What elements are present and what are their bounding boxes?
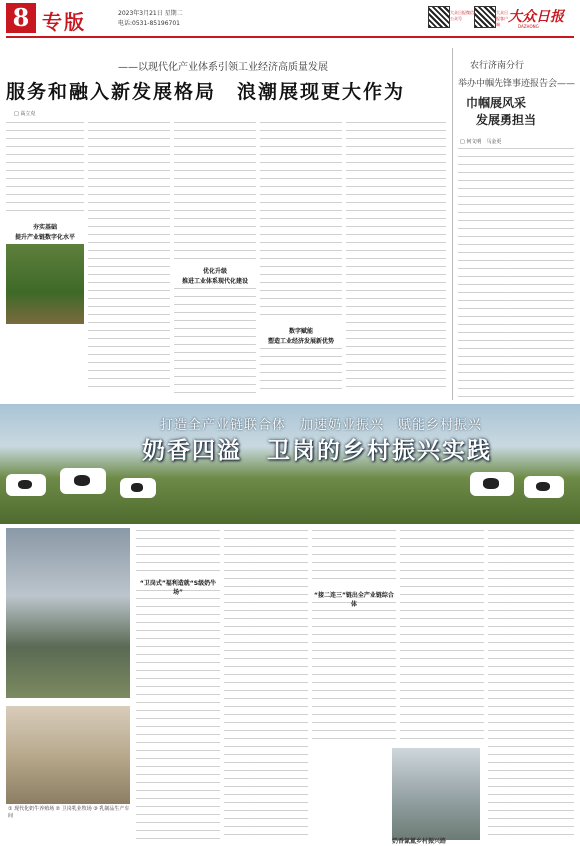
section-heading: 推进工业体系现代化建设 bbox=[181, 278, 248, 285]
newspaper-logo-en: DAZHONG bbox=[518, 24, 539, 29]
feature-photo bbox=[6, 706, 130, 804]
section-heading: “卫岗式”福利造就“S级奶牛场” bbox=[139, 580, 217, 596]
section-title: 专版 bbox=[42, 10, 86, 34]
article-text-column bbox=[346, 122, 446, 394]
cow-figure bbox=[470, 472, 514, 496]
section-heading: 夯实基础 bbox=[32, 224, 57, 231]
sidebar-title-line: 发展勇担当 bbox=[476, 113, 537, 127]
header-rule bbox=[6, 36, 574, 38]
qr-label: 大众日报微信公众号 bbox=[450, 10, 474, 21]
photo-caption: ① 现代化奶牛养殖场 ② 卫岗乳业牧场 ③ 乳制品生产车间 bbox=[8, 806, 130, 819]
article-text-column bbox=[260, 348, 342, 394]
feature-text-column bbox=[312, 602, 396, 742]
feature-text-column bbox=[136, 530, 220, 574]
article-byline: □ 高立克 bbox=[14, 111, 36, 117]
section-heading: 奶香氤氲乡村振兴路 bbox=[392, 838, 447, 845]
cow-figure bbox=[60, 468, 106, 494]
article-text-column bbox=[174, 122, 256, 262]
article-text-column bbox=[174, 288, 256, 394]
sidebar-kicker: 农行济南分行 bbox=[470, 61, 525, 71]
article-headline: 服务和融入新发展格局 浪潮展现更大作为 bbox=[6, 81, 406, 103]
sidebar-title-line: 举办中帼先锋事迹报告会—— bbox=[458, 79, 576, 89]
article-text-column bbox=[6, 122, 84, 218]
feature-text-column bbox=[312, 530, 396, 586]
feature-text-column bbox=[224, 530, 308, 840]
editor-line: 电话:0531-85196701 bbox=[118, 20, 180, 27]
feature-text-column bbox=[136, 590, 220, 840]
feature-text-column bbox=[488, 530, 574, 840]
section-heading: 提升产业链数字化水平 bbox=[14, 234, 75, 241]
section-heading: 数字赋能 bbox=[288, 328, 313, 335]
qr-code-icon bbox=[474, 6, 496, 28]
page-number: 8 bbox=[6, 3, 36, 33]
qr-label: 大众日报客户端 bbox=[496, 10, 508, 27]
column-divider bbox=[452, 48, 453, 400]
article-text-column bbox=[260, 122, 342, 322]
qr-code-icon bbox=[428, 6, 450, 28]
feature-photo bbox=[6, 528, 130, 698]
feature-text-column bbox=[400, 530, 484, 740]
cow-figure bbox=[6, 474, 46, 496]
feature-photo bbox=[392, 748, 480, 840]
article-text-column bbox=[88, 122, 170, 394]
newspaper-logo: 大众日报 bbox=[508, 9, 564, 25]
feature-headline: 奶香四溢 卫岗的乡村振兴实践 bbox=[142, 438, 492, 464]
cow-figure bbox=[524, 476, 564, 498]
cow-figure bbox=[120, 478, 156, 498]
article-photo bbox=[6, 244, 84, 324]
feature-kicker: 打造全产业链联合体 加速奶业振兴 赋能乡村振兴 bbox=[160, 418, 483, 433]
section-heading: 优化升级 bbox=[202, 268, 227, 275]
sidebar-text bbox=[458, 148, 574, 398]
sidebar-byline: □ 何文明 马金更 bbox=[460, 139, 502, 145]
section-heading: 塑造工业经济发展新优势 bbox=[267, 338, 334, 345]
article-subhead: ——以现代化产业体系引领工业经济高质量发展 bbox=[118, 62, 328, 73]
sidebar-title-line: 巾帼展风采 bbox=[466, 96, 527, 110]
issue-date: 2023年3月21日 星期二 bbox=[118, 10, 183, 17]
section-heading: “接二连三”链出全产业链综合体 bbox=[314, 592, 394, 608]
